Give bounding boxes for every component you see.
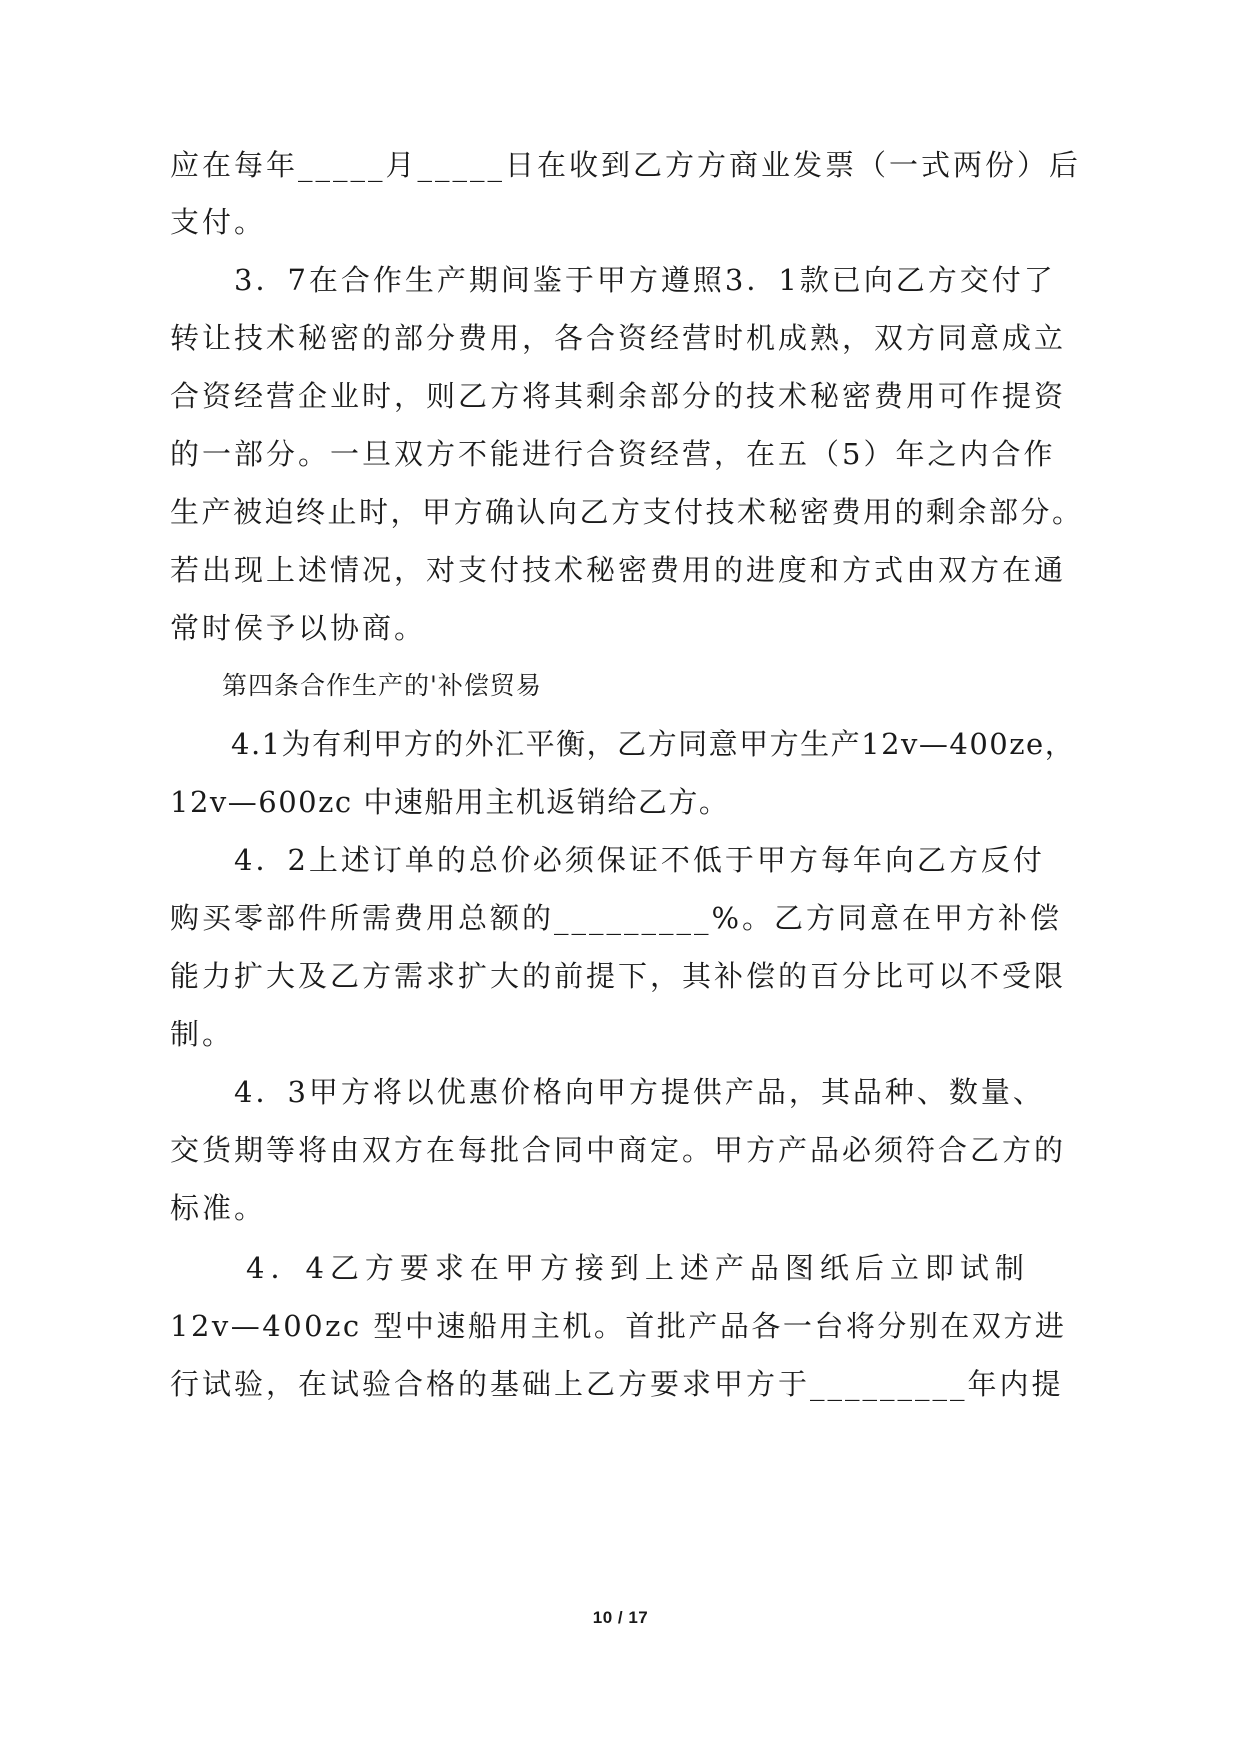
text-line: 12v—600zc 中速船用主机返销给乙方。 <box>170 785 730 819</box>
text-line: 支付。 <box>170 205 267 239</box>
text-line: 转让技术秘密的部分费用，各合资经营时机成熟，双方同意成立 <box>170 321 1067 355</box>
text-line: 4.1为有利甲方的外汇平衡，乙方同意甲方生产12v—400ze， <box>170 727 1076 761</box>
section-heading: 第四条合作生产的'补偿贸易 <box>170 671 542 700</box>
text-line: 12v—400zc 型中速船用主机。首批产品各一台将分别在双方进 <box>170 1309 1067 1343</box>
text-line: 生产被迫终止时，甲方确认向乙方支付技术秘密费用的剩余部分。 <box>170 495 1084 529</box>
text-line: 应在每年_____月_____日在收到乙方方商业发票（一式两份）后 <box>170 148 1082 182</box>
text-line: 合资经营企业时，则乙方将其剩余部分的技术秘密费用可作提资 <box>170 379 1067 413</box>
text-line: 标准。 <box>170 1191 267 1225</box>
text-line: 常时侯予以协商。 <box>170 611 427 645</box>
text-line: 若出现上述情况，对支付技术秘密费用的进度和方式由双方在通 <box>170 553 1067 587</box>
text-line: 制。 <box>170 1017 235 1051</box>
text-line: 的一部分。一旦双方不能进行合资经营，在五（5）年之内合作 <box>170 437 1056 471</box>
text-line: 4．4乙方要求在甲方接到上述产品图纸后立即试制 <box>176 1251 1030 1285</box>
text-line: 能力扩大及乙方需求扩大的前提下，其补偿的百分比可以不受限 <box>170 959 1067 993</box>
page-number: 10 / 17 <box>592 1608 649 1627</box>
text-line: 购买零部件所需费用总额的_________%。乙方同意在甲方补偿 <box>170 901 1063 935</box>
text-line: 4．2上述订单的总价必须保证不低于甲方每年向乙方反付 <box>170 843 1045 877</box>
text-line: 行试验，在试验合格的基础上乙方要求甲方于_________年内提 <box>170 1367 1064 1401</box>
text-line: 交货期等将由双方在每批合同中商定。甲方产品必须符合乙方的 <box>170 1133 1067 1167</box>
text-line: 3．7在合作生产期间鉴于甲方遵照3．1款已向乙方交付了 <box>170 263 1056 297</box>
text-line: 4．3甲方将以优惠价格向甲方提供产品，其品种、数量、 <box>170 1075 1045 1109</box>
